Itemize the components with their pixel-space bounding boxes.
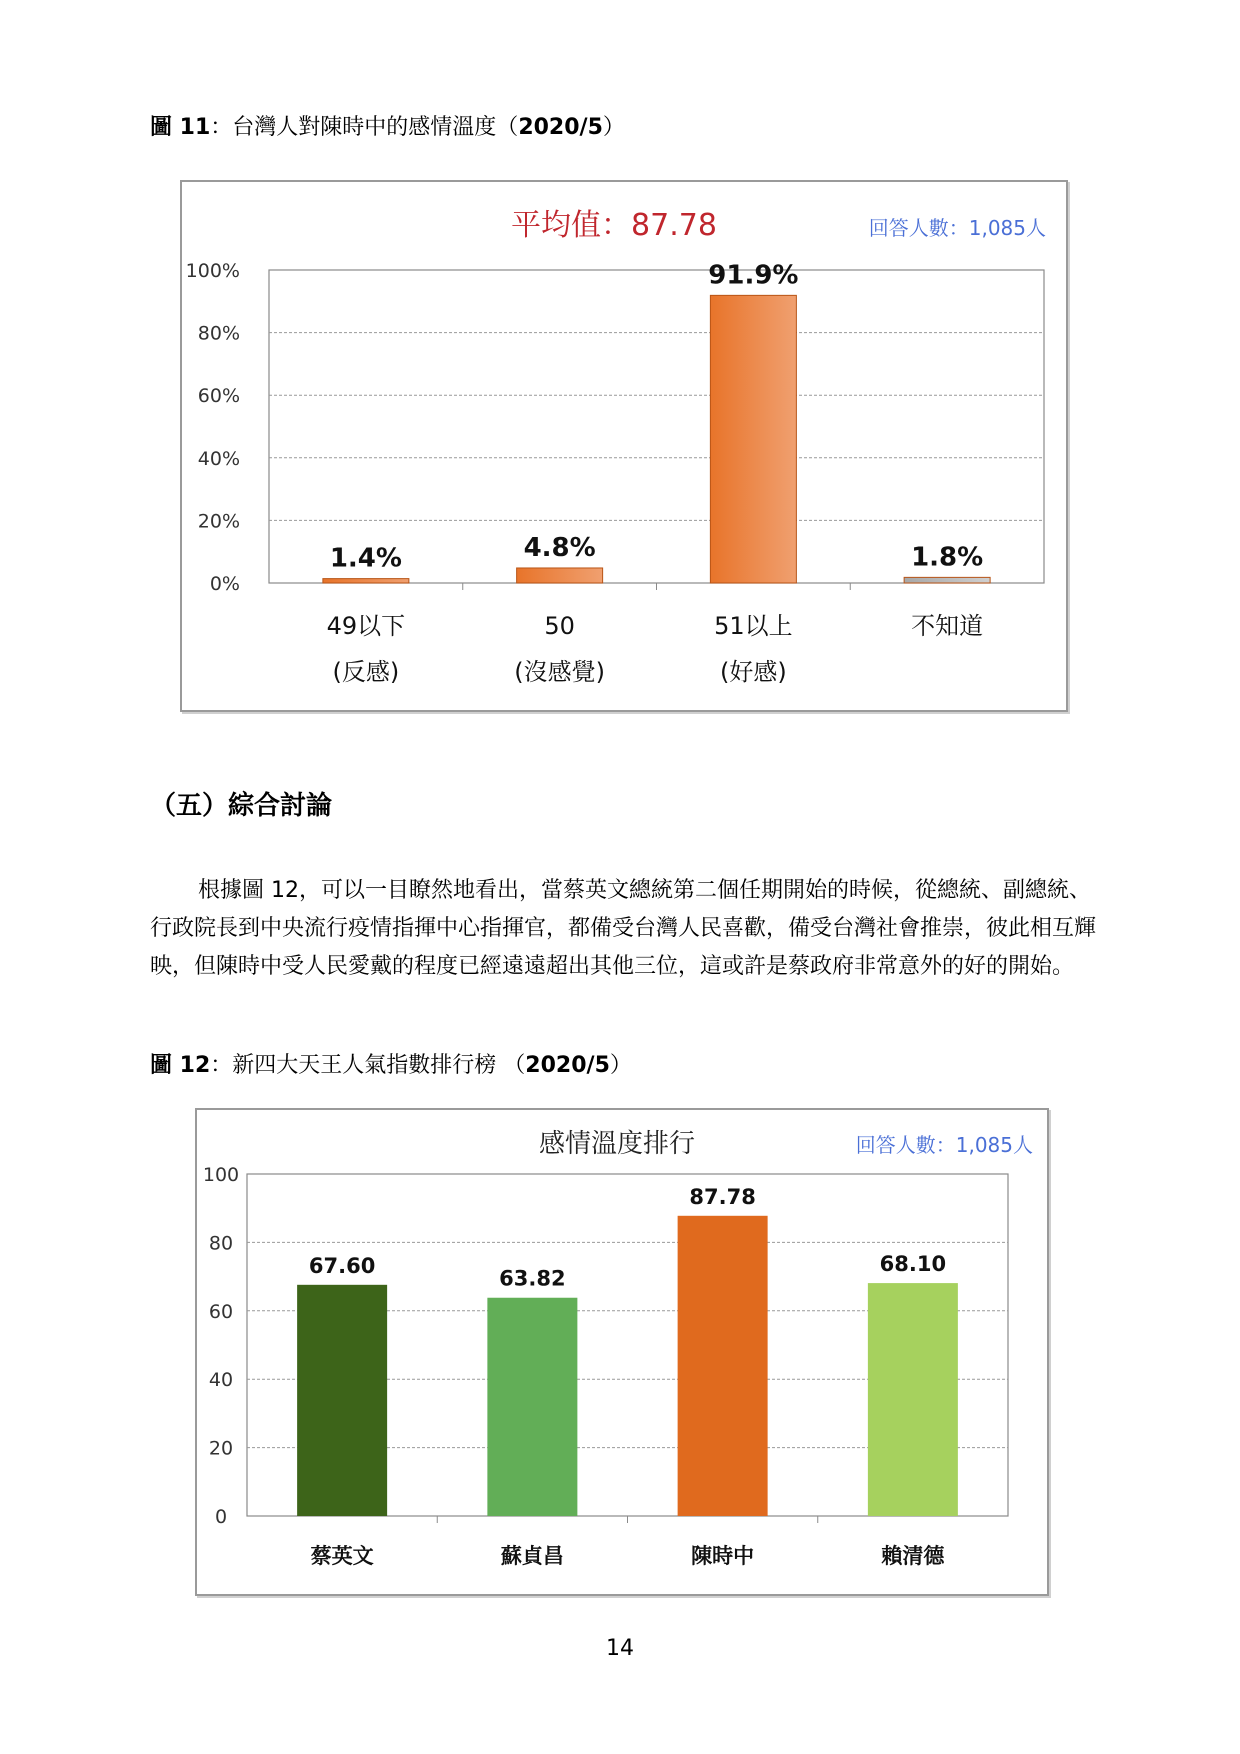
value-label: 87.78 xyxy=(689,1184,756,1209)
y-tick-label: 20% xyxy=(197,510,240,533)
discussion-paragraph: 根據圖 12，可以一目瞭然地看出，當蔡英文總統第二個任期開始的時候，從總統、副總統、行政院長到中央流行疫情指揮中心指揮官，都備受台灣人民喜歡，備受台灣社會推崇，彼此相互輝映，但陳時中受人民愛戴的程度已經遠遠超出其他三位，這或許是蔡政府非常意外的好的開始。 xyxy=(150,878,1097,979)
value-label: 1.4% xyxy=(329,543,402,574)
category-label: 陳時中 xyxy=(691,1544,755,1568)
bar xyxy=(323,579,409,583)
bar xyxy=(868,1283,958,1516)
bar xyxy=(297,1285,387,1516)
y-tick-label: 100 xyxy=(202,1164,240,1186)
category-label: (沒感覺) xyxy=(514,658,605,686)
category-label: (反感) xyxy=(332,658,400,686)
y-tick-label: 20 xyxy=(208,1437,234,1460)
category-label: 不知道 xyxy=(911,612,984,640)
figure12-chart xyxy=(195,1108,1049,1596)
respondent-count: 回答人數：1,085人 xyxy=(868,216,1046,240)
category-label: 50 xyxy=(544,612,575,640)
y-tick-label: 60% xyxy=(197,385,240,408)
y-tick-label: 0% xyxy=(209,573,240,595)
bar xyxy=(904,577,990,583)
value-label: 67.60 xyxy=(308,1253,376,1278)
respondent-count: 回答人數：1,085人 xyxy=(855,1133,1033,1157)
bar xyxy=(517,568,603,583)
value-label: 4.8% xyxy=(523,532,596,563)
value-label: 1.8% xyxy=(911,542,984,573)
value-label: 63.82 xyxy=(499,1266,566,1291)
y-tick-label: 100% xyxy=(185,260,240,282)
bar xyxy=(487,1298,577,1516)
y-tick-label: 40% xyxy=(197,447,240,470)
category-label: 49以下 xyxy=(326,612,406,640)
plot-frame xyxy=(269,270,1044,583)
y-tick-label: 40 xyxy=(208,1369,234,1392)
y-tick-label: 0 xyxy=(214,1506,228,1528)
chart-title: 平均值：87.78 xyxy=(511,208,717,243)
category-label: 賴清德 xyxy=(881,1544,945,1568)
page-number: 14 xyxy=(606,1636,634,1661)
y-tick-label: 80% xyxy=(197,322,240,345)
category-label: (好感) xyxy=(720,658,787,686)
figure11-chart xyxy=(180,180,1068,712)
y-tick-label: 60 xyxy=(208,1300,234,1323)
chart-title: 感情溫度排行 xyxy=(538,1129,696,1159)
bar xyxy=(710,295,796,583)
figure11-caption: 圖 11：台灣人對陳時中的感情溫度（2020/5） xyxy=(150,115,625,140)
section-title: （五）綜合討論 xyxy=(150,791,333,821)
category-label: 51以上 xyxy=(714,612,793,640)
value-label: 68.10 xyxy=(879,1252,947,1277)
bar xyxy=(678,1216,768,1516)
category-label: 蔡英文 xyxy=(310,1544,374,1568)
figure12-caption: 圖 12：新四大天王人氣指數排行榜 （2020/5） xyxy=(150,1053,632,1078)
value-label: 91.9% xyxy=(708,260,799,291)
category-label: 蘇貞昌 xyxy=(500,1544,564,1568)
y-tick-label: 80 xyxy=(208,1232,234,1255)
